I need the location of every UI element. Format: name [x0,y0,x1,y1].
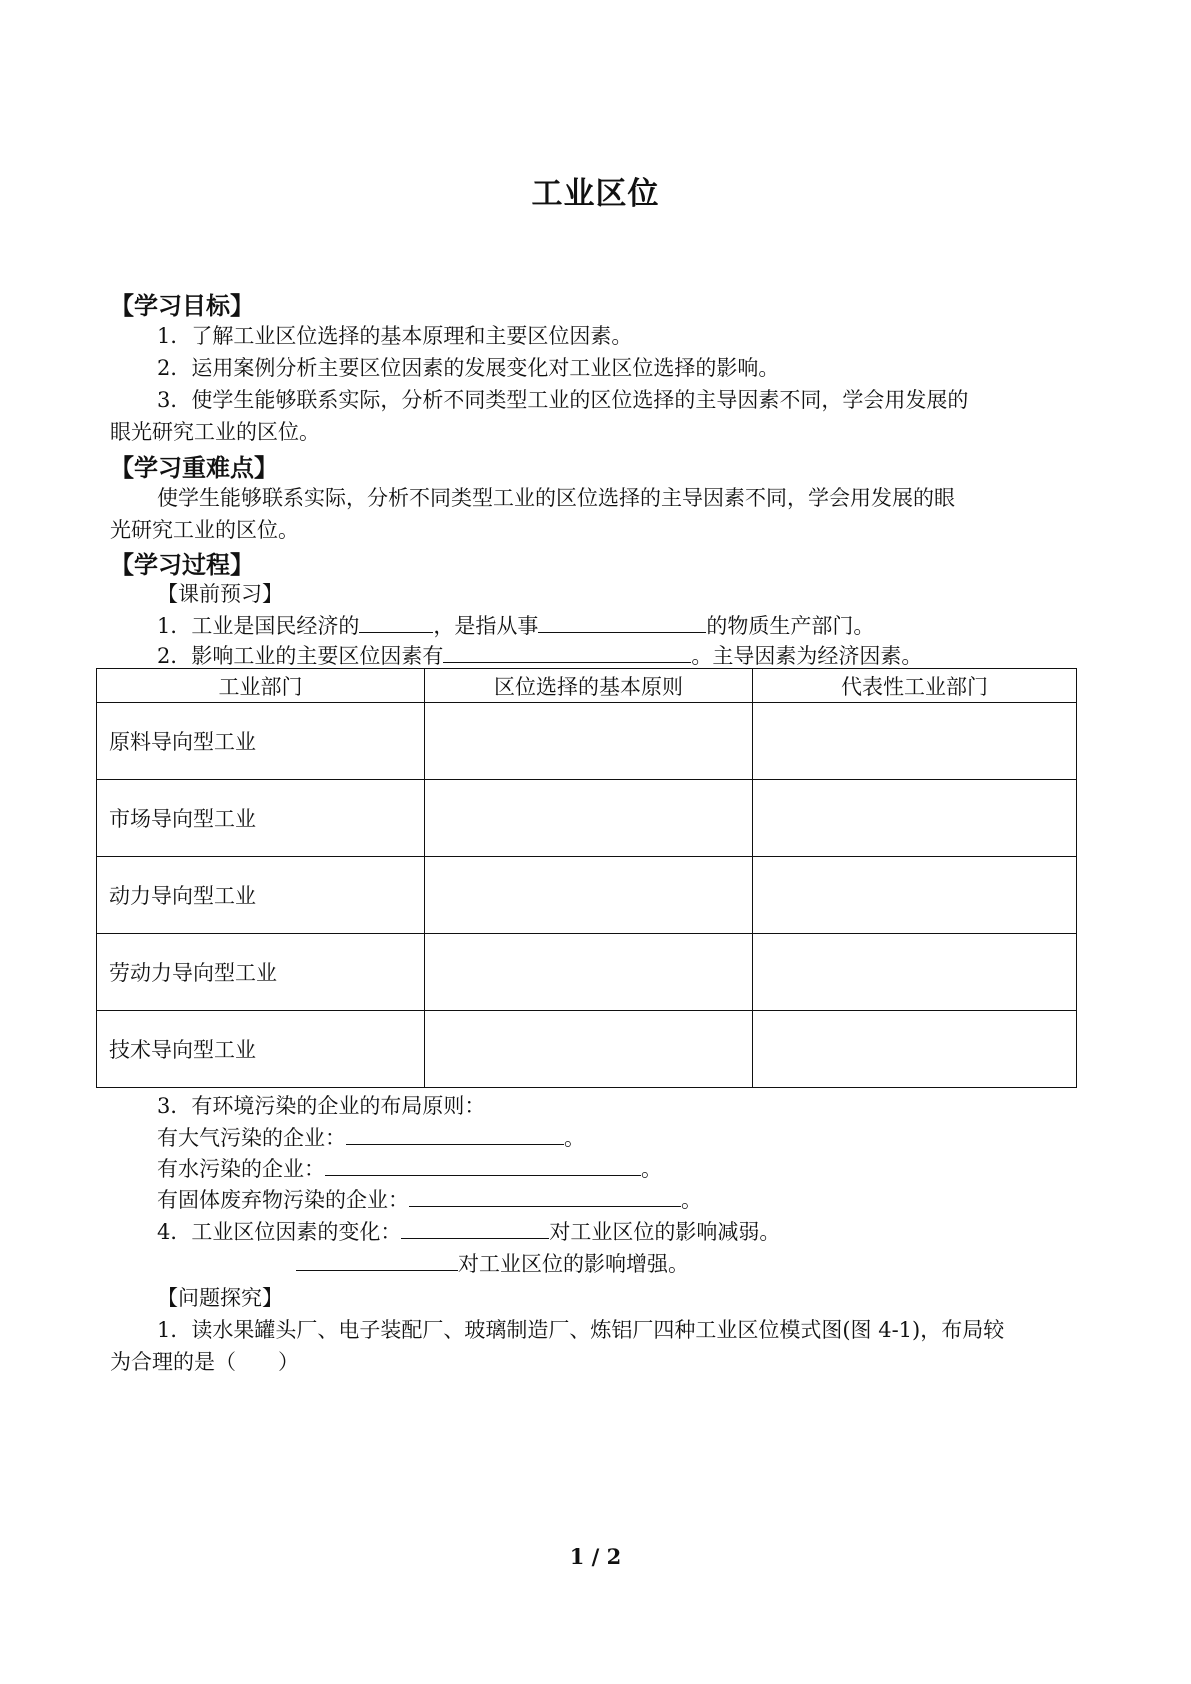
table-cell-sector: 市场导向型工业 [97,780,425,857]
preview-q4-cont [296,1248,689,1280]
difficulties-heading: 【学习重难点】 [110,454,278,482]
table-cell-representative[interactable] [753,703,1077,780]
table-cell-principle[interactable] [425,1011,753,1088]
table-cell-principle[interactable] [425,934,753,1011]
q3-air-blank[interactable] [346,1124,564,1145]
table-cell-representative[interactable] [753,857,1077,934]
table-cell-principle[interactable] [425,857,753,934]
q4-text-b: 对工业区位的影响减弱。 [549,1220,781,1244]
preview-q4 [157,1216,780,1248]
table-row [97,703,1077,780]
preview-heading: 【课前预习】 [157,582,283,606]
explore-q1-line-1: 1．读水果罐头厂、电子装配厂、玻璃制造厂、炼铝厂四种工业区位模式图(图 4-1)，布局较 [157,1318,1005,1342]
table-header-sector: 工业部门 [97,669,425,703]
q3-air-end: 。 [564,1126,585,1150]
q4-blank-2[interactable] [296,1250,458,1271]
q4-text-c: 对工业区位的影响增强。 [458,1252,689,1276]
q3-solid-blank[interactable] [409,1186,681,1207]
q2-text-a: 2．影响工业的主要区位因素有 [157,644,444,668]
preview-q3-solid [157,1184,702,1216]
table-cell-principle[interactable] [425,703,753,780]
q3-air-label: 有大气污染的企业： [157,1126,346,1150]
q3-solid-end: 。 [681,1188,702,1212]
goal-item-3: 3．使学生能够联系实际，分析不同类型工业的区位选择的主导因素不同，学会用发展的 [157,388,969,412]
q3-water-label: 有水污染的企业： [157,1157,325,1181]
explore-q1-line-2: 为合理的是（ ） [110,1350,299,1374]
explore-heading: 【问题探究】 [157,1286,283,1310]
q3-solid-label: 有固体废弃物污染的企业： [157,1188,409,1212]
q2-text-b: 。主导因素为经济因素。 [691,644,923,668]
table-cell-representative[interactable] [753,780,1077,857]
q4-text-a: 4．工业区位因素的变化： [157,1220,402,1244]
q1-blank-2[interactable] [538,612,706,633]
goal-item-2: 2．运用案例分析主要区位因素的发展变化对工业区位选择的影响。 [157,356,780,380]
q4-blank-1[interactable] [401,1218,549,1239]
table-cell-representative[interactable] [753,934,1077,1011]
table-header-row [97,669,1077,703]
preview-q3-water [157,1153,662,1185]
process-heading: 【学习过程】 [110,551,254,579]
q3-water-blank[interactable] [325,1155,641,1176]
q3-water-end: 。 [641,1157,662,1181]
preview-q3-title: 3．有环境污染的企业的布局原则： [157,1094,486,1118]
table-header-principle: 区位选择的基本原则 [425,669,753,703]
table-cell-sector: 劳动力导向型工业 [97,934,425,1011]
table-row [97,857,1077,934]
table-cell-sector: 动力导向型工业 [97,857,425,934]
table-header-representative: 代表性工业部门 [753,669,1077,703]
goal-item-1: 1．了解工业区位选择的基本原理和主要区位因素。 [157,324,633,348]
preview-q1 [157,610,874,642]
q1-blank-1[interactable] [359,612,433,633]
table-cell-representative[interactable] [753,1011,1077,1088]
difficulties-line-2: 光研究工业的区位。 [110,518,299,542]
q1-text-a: 1．工业是国民经济的 [157,614,360,638]
q1-text-b: ，是指从事 [433,614,539,638]
table-cell-principle[interactable] [425,780,753,857]
q2-blank[interactable] [443,642,691,663]
page-number: 1 / 2 [569,1544,622,1569]
difficulties-line-1: 使学生能够联系实际，分析不同类型工业的区位选择的主导因素不同，学会用发展的眼 [157,486,955,510]
goals-heading: 【学习目标】 [110,292,254,320]
table-row [97,1011,1077,1088]
page-title: 工业区位 [531,176,660,212]
table-cell-sector: 技术导向型工业 [97,1011,425,1088]
preview-q3-air [157,1122,585,1154]
industry-table [96,668,1077,1088]
table-row [97,934,1077,1011]
q1-text-c: 的物质生产部门。 [706,614,875,638]
table-row [97,780,1077,857]
goal-item-3-cont: 眼光研究工业的区位。 [110,420,320,444]
table-cell-sector: 原料导向型工业 [97,703,425,780]
